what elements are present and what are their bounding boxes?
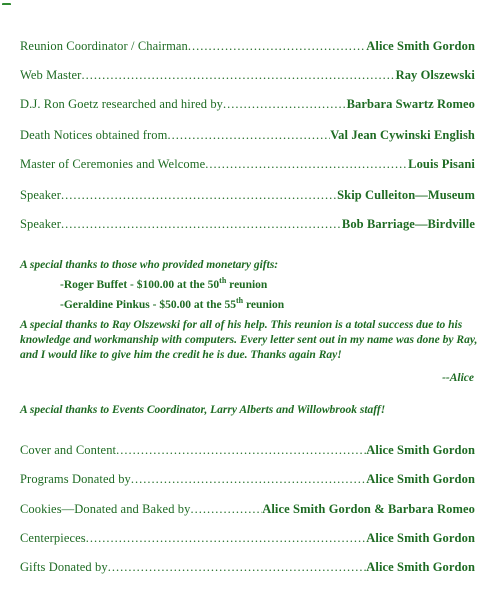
credit-row-cover: [20, 443, 475, 458]
gift-line-roger: [20, 273, 480, 293]
dot-leader: [108, 560, 367, 575]
credit-value: Ray Olszewski: [395, 68, 475, 82]
credit-value: Val Jean Cywinski English: [330, 128, 475, 142]
credit-value: Bob Barriage—Birdville: [341, 217, 475, 231]
credit-row-speaker-1: [20, 188, 475, 203]
dot-leader: [190, 502, 262, 517]
credit-row-dj: [20, 97, 475, 112]
monetary-intro: A special thanks to those who provided monetary gifts:: [20, 259, 279, 271]
credit-label: D.J. Ron Goetz researched and hired by: [20, 97, 224, 111]
dot-leader: [86, 531, 366, 546]
gift-text: -Roger Buffet - $100.00 at the 50: [60, 278, 220, 291]
dot-leader: [61, 188, 337, 203]
credit-row-mc: [20, 157, 475, 172]
credit-label: Centerpieces: [20, 531, 86, 545]
ray-thanks-paragraph: A special thanks to Ray Olszewski for all of his help. This reunion is a total success due to his knowledge and workmanship with computers. Every letter sent out in my name was done by Ray, and I would like to give him the credit he is due. Thanks again Ray!: [20, 319, 478, 361]
credit-value: Alice Smith Gordon: [366, 531, 475, 545]
credit-label: Reunion Coordinator / Chairman: [20, 39, 188, 53]
credit-label: Master of Ceremonies and Welcome: [20, 157, 206, 171]
credit-value: Alice Smith Gordon & Barbara Romeo: [262, 502, 475, 516]
credit-value: Alice Smith Gordon: [366, 560, 475, 574]
gift-text: reunion: [226, 278, 268, 291]
dot-leader: [131, 472, 366, 487]
credit-label: Speaker: [20, 217, 61, 231]
dot-leader: [167, 128, 330, 143]
signature: --Alice: [442, 372, 474, 384]
dot-leader: [61, 217, 342, 232]
dot-leader: [81, 68, 395, 83]
gift-text: reunion: [243, 298, 285, 311]
credit-label: Cover and Content: [20, 443, 117, 457]
ordinal-suffix: th: [219, 276, 227, 285]
credit-label: Web Master: [20, 68, 82, 82]
dot-leader: [223, 97, 347, 112]
credit-row-death-notices: [20, 128, 475, 143]
credit-value: Barbara Swartz Romeo: [346, 97, 475, 111]
dot-leader: [205, 157, 408, 172]
dot-leader: [188, 39, 366, 54]
monetary-thanks: [20, 258, 480, 313]
credit-value: Skip Culleiton—Museum: [337, 188, 475, 202]
credit-row-programs: [20, 472, 475, 487]
gift-line-geraldine: [20, 293, 480, 313]
credit-row-cookies: [20, 502, 475, 517]
credit-label: Death Notices obtained from: [20, 128, 168, 142]
credit-label: Cookies—Donated and Baked by: [20, 502, 191, 516]
credit-label: Gifts Donated by: [20, 560, 108, 574]
credit-value: Louis Pisani: [408, 157, 475, 171]
credit-row-centerpieces: [20, 531, 475, 546]
credit-label: Programs Donated by: [20, 472, 131, 486]
credit-row-gifts: [20, 560, 475, 575]
credit-value: Alice Smith Gordon: [366, 39, 475, 53]
events-thanks: A special thanks to Events Coordinator, Larry Alberts and Willowbrook staff!: [20, 404, 386, 416]
credit-row-coordinator: [20, 39, 475, 54]
credit-row-webmaster: [20, 68, 475, 83]
credit-value: Alice Smith Gordon: [366, 443, 475, 457]
gift-text: -Geraldine Pinkus - $50.00 at the 55: [60, 298, 237, 311]
dot-leader: [116, 443, 366, 458]
corner-mark-icon: [2, 3, 11, 9]
credit-value: Alice Smith Gordon: [366, 472, 475, 486]
ordinal-suffix: th: [236, 295, 244, 305]
credit-row-speaker-2: [20, 217, 475, 232]
credit-label: Speaker: [20, 188, 61, 202]
